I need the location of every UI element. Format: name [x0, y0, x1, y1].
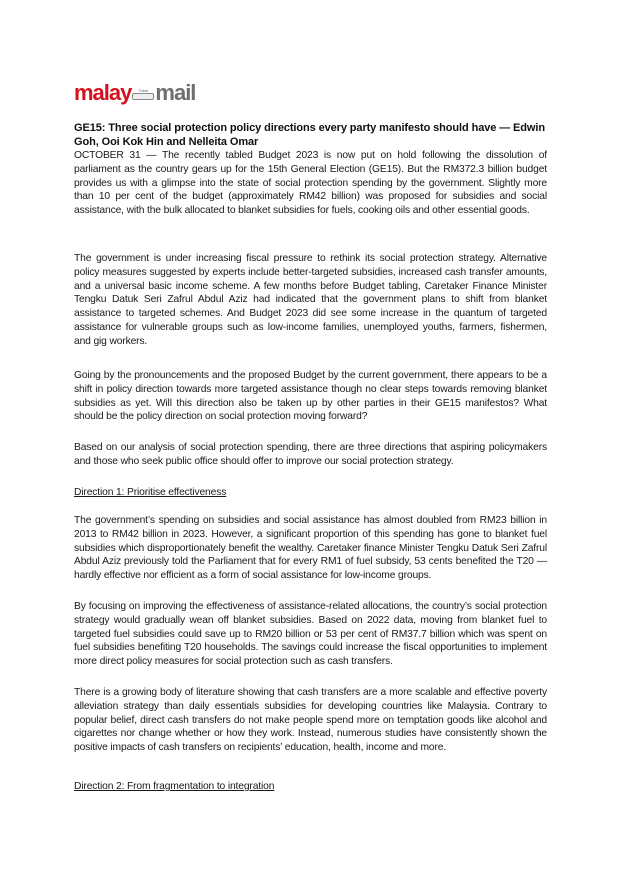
paragraph-fiscal-pressure: The government is under increasing fiscal pressure to rethink its social protection strategy. Alternative policy measures suggested by experts include better-targeted subsidies, increased cash transfer amounts, and a universal basic income scheme. A few months before Budget tabling, Caretaker Finance Minister Tengku Datuk Seri Zafrul Abdul Aziz had indicated that the government plans to shift from blanket assistance to targeted schemes. And Budget 2023 did see some increase in the quantum of targeted assistance for vulnerable groups such as low-income families, unemployed youths, farmers, fishermen, and gig workers. — [74, 253, 547, 347]
paragraph-policy-shift: Going by the pronouncements and the proposed Budget by the current government, there appears to be a shift in policy direction towards more targeted assistance though no clear steps towards removing blanket subsidies as yet. Will this direction also be taken up by other parties in their GE15 manifestos? What should be the policy direction on social protection moving forward? — [74, 370, 547, 423]
paragraph-cash-transfers: There is a growing body of literature showing that cash transfers are a more scalable and effective poverty alleviation strategy than daily essentials subsidies for developing countries like Malaysia. Contrary to popular belief, direct cash transfers do not make people spend more on temptation goods like alcohol and cigarettes nor change whether or how they work. Instead, numerous studies have consistently shown the positive impacts of cash transfers on recipients’ education, health, income and more. — [74, 687, 547, 754]
article-title: GE15: Three social protection policy directions every party manifesto should have — Edwin Goh, Ooi Kok Hin and Nelleita Omar — [74, 122, 545, 148]
paragraph-spending-doubled: The government’s spending on subsidies and social assistance has almost doubled from RM23 billion in 2013 to RM42 billion in 2023. However, a significant proportion of this spending has gone to blanket fuel subsidies which disproportionately benefit the wealthy. Caretaker finance Minister Tengku Datuk Seri Zafrul Abdul Aziz previously told the Parliament that for every RM1 of fuel subsidy, 53 cents benefited the T20 — hardly effective nor efficient as a form of social assistance for low-income groups. — [74, 515, 547, 582]
logo-trade-text: Trade — [138, 88, 149, 93]
logo-bar-icon — [132, 93, 154, 100]
paragraph-intro: OCTOBER 31 — The recently tabled Budget 2023 is now put on hold following the dissolution of parliament as the country gears up for the 15th General Election (GE15). But the RM372.3 billion budget provides us with a glimpse into the state of social protection spending by the government. Slightly more than 10 per cent of the budget (approximately RM42 billion) was proposed for subsidies and social assistance, with the bulk allocated to blanket subsidies for fuels, cooking oils and other essential goods. — [74, 150, 547, 217]
logo-malay-text: malay — [74, 80, 132, 105]
heading-direction-2: Direction 2: From fragmentation to integration — [74, 781, 275, 792]
logo-connector-icon — [132, 88, 154, 100]
paragraph-effectiveness: By focusing on improving the effectiveness of assistance-related allocations, the country’s social protection strategy would gradually wean off blanket subsidies. Based on 2022 data, moving from blanket fuel to targeted fuel subsidies could save up to RM20 billion or 53 per cent of RM37.7 billion which was spent on fuel subsidies benefiting T20 households. The savings could increase the fiscal opportunities to implement more direct policy measures for social protection such as cash transfers. — [74, 601, 547, 668]
malay-mail-logo — [74, 80, 195, 104]
logo-mail-text: mail — [155, 80, 196, 105]
heading-direction-1: Direction 1: Prioritise effectiveness — [74, 487, 227, 498]
paragraph-three-directions: Based on our analysis of social protection spending, there are three directions that aspiring policymakers and those who seek public office should offer to improve our social protection strategy. — [74, 442, 547, 467]
